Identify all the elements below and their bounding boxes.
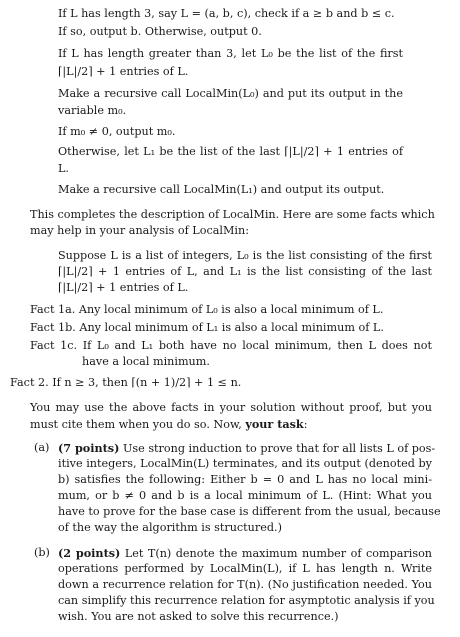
algorithm-step-base-case: If L has length 3, say L = (a, b, c), check if a ≥ b and b ≤ c. (58, 7, 395, 20)
part-b-line-1 (58, 545, 432, 562)
part-a-line-6: of the way the algorithm is structured.) (58, 521, 282, 534)
algorithm-step-recurse-l1: Make a recursive call LocalMin(L₁) and output its output. (58, 183, 385, 196)
part-b-line-2: operations performed by LocalMin(L), if L has length n. Write (58, 562, 432, 575)
task-intro-emphasis: your task (245, 417, 304, 431)
algorithm-step-recurse-l0-cont: variable m₀. (58, 104, 127, 117)
fact-1c: Fact 1c. If L₀ and L₁ both have no local minimum, then L does not (30, 339, 432, 352)
part-b-line-1-text: Let T(n) denote the maximum number of comparison (124, 547, 433, 560)
part-a-line-3: b) satisfies the following: Either b = 0 and L has no local mini- (58, 473, 432, 486)
part-a-line-2: itive integers, LocalMin(L) terminates, and its output (denoted by (58, 457, 432, 470)
part-a-line-1-text: Use strong induction to prove that for all lists L of pos- (122, 442, 436, 455)
algorithm-step-split-l1: Otherwise, let L₁ be the list of the last ⌈|L|/2⌉ + 1 entries of (58, 145, 403, 158)
algorithm-step-split-l0-cont: ⌈|L|/2⌉ + 1 entries of L. (58, 65, 189, 78)
task-intro-line-2 (30, 416, 307, 433)
part-a-label: (a) (34, 441, 50, 454)
algorithm-step-split-l0: If L has length greater than 3, let L₀ be the list of the first (58, 47, 403, 60)
algorithm-step-recurse-l0: Make a recursive call LocalMin(L₀) and put its output in the (58, 87, 403, 100)
part-a-points: (7 points) (58, 441, 120, 455)
fact-1c-cont: have a local minimum. (82, 355, 210, 368)
suppose-line-2: ⌈|L|/2⌉ + 1 entries of L, and L₁ is the list consisting of the last (58, 265, 432, 278)
task-intro-colon: : (303, 418, 308, 431)
part-b-line-3: down a recurrence relation for T(n). (No justification needed. You (58, 578, 432, 591)
part-b-line-5: wish. You are not asked to solve this recurrence.) (58, 610, 339, 623)
task-intro-line-1: You may use the above facts in your solution without proof, but you (30, 401, 432, 414)
part-b-line-4: can simplify this recurrence relation for asymptotic analysis if you (58, 594, 435, 607)
intro-line-2: may help in your analysis of LocalMin: (30, 224, 249, 237)
task-intro-text: must cite them when you do so. Now, (30, 418, 246, 431)
suppose-line-1: Suppose L is a list of integers, L₀ is the list consisting of the first (58, 249, 432, 262)
fact-1a: Fact 1a. Any local minimum of L₀ is also a local minimum of L. (30, 303, 384, 316)
part-b-points: (2 points) (58, 546, 121, 560)
fact-1b: Fact 1b. Any local minimum of L₁ is also a local minimum of L. (30, 321, 384, 334)
part-a-line-5: have to prove for the base case is different from the usual, because (58, 505, 441, 518)
part-a-line-4: mum, or b ≠ 0 and b is a local minimum of L. (Hint: What you (58, 489, 432, 502)
part-a-line-1 (58, 440, 436, 457)
algorithm-step-output-m0: If m₀ ≠ 0, output m₀. (58, 125, 176, 138)
algorithm-step-output: If so, output b. Otherwise, output 0. (58, 25, 262, 38)
algorithm-step-split-l1-cont: L. (58, 162, 69, 175)
part-b-label: (b) (34, 546, 50, 559)
fact-2: Fact 2. If n ≥ 3, then ⌈(n + 1)/2⌉ + 1 ≤ n. (10, 376, 242, 389)
intro-line-1: This completes the description of LocalMin. Here are some facts which (30, 208, 435, 221)
suppose-line-3: ⌈|L|/2⌉ + 1 entries of L. (58, 281, 189, 294)
